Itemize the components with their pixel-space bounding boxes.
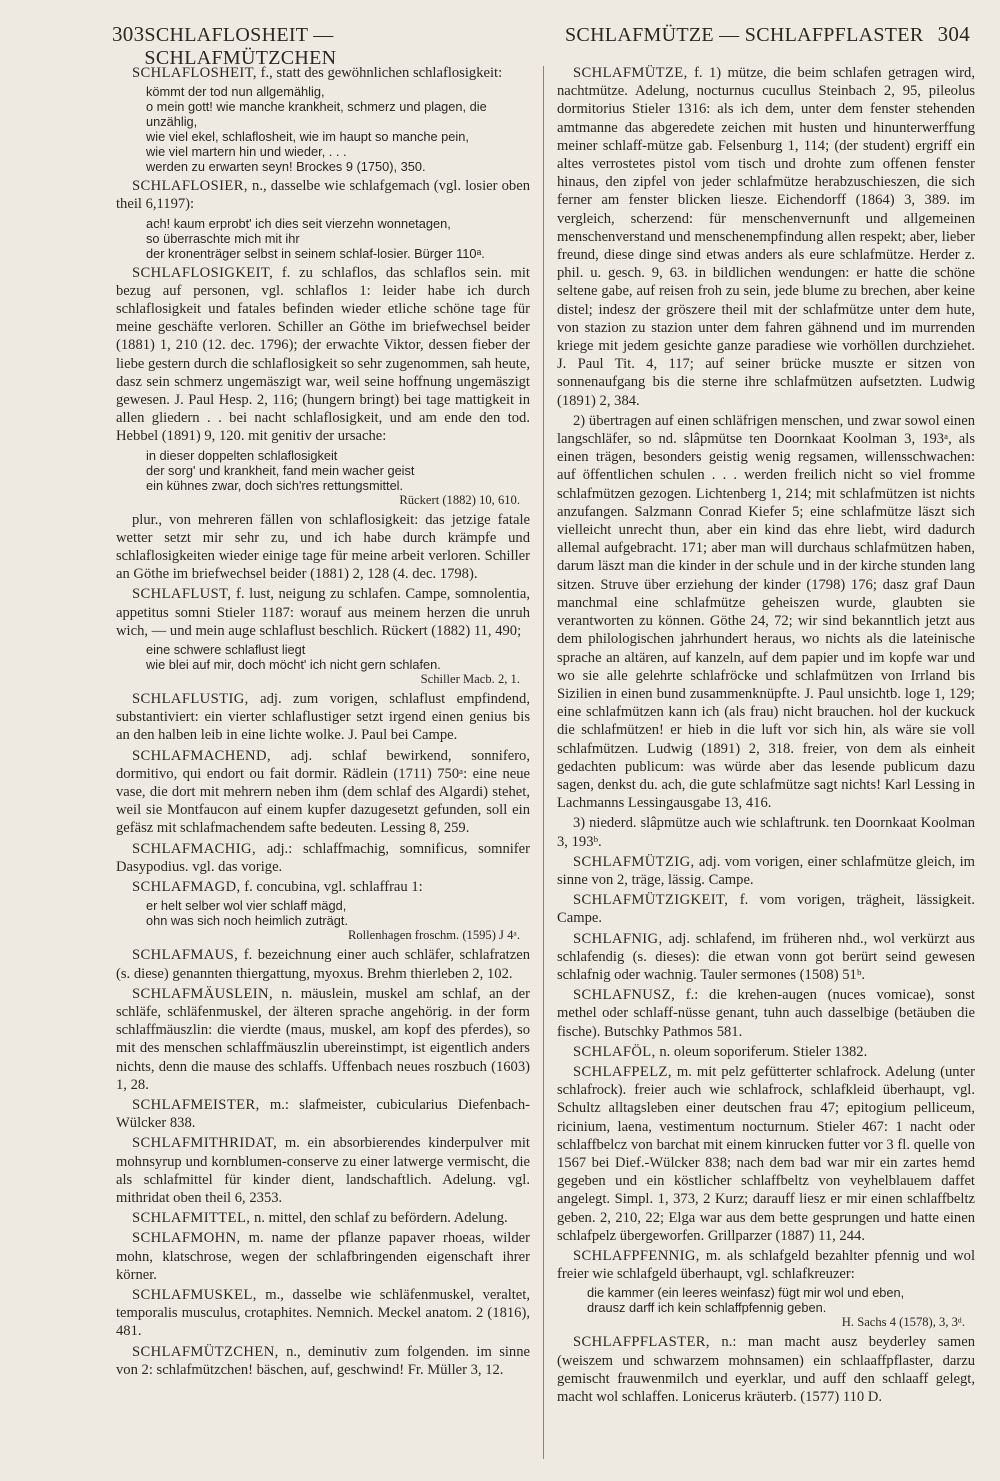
entry-text: f.: die krehen-augen (nuces vomicae), sonst methel oder schlaff-nüsse genant, tuhn auch dasselbige (betäuben die fische). Butschky Pathmos 581. [557, 987, 975, 1040]
entry-quotation [116, 448, 530, 508]
entry-paragraph [116, 1096, 530, 1132]
entry-headword: SCHLAFMITHRIDAT, [132, 1135, 278, 1152]
entry-headword: SCHLAFMUSKEL, [132, 1286, 257, 1303]
dictionary-entry [116, 747, 530, 838]
quotation-line: die kammer (ein leeres weinfasz) fügt mir wol und eben, [587, 1285, 905, 1301]
dictionary-entry [116, 177, 530, 260]
entry-headword: SCHLAFMACHEND, [132, 747, 271, 764]
entry-headword: SCHLAFPELZ, [573, 1063, 672, 1080]
entry-text: f. 1) mütze, die beim schlafen getragen wird, nachtmütze. Adelung, nocturnus cucullus Steinbach 2, 95, pileolus dormitorius Stieler 1316: als ich dem, unter dem fenster stehenden amtmanne das abgeredete zeichen mit husten und hinunterwerffung meiner schlaff-mütze gab. Felsenburg 1, 114; (der student) ergriff ein altes verrostetes pistol vom tisch und drohte zum offenen fenster hinaus, den zipfel von jeder schlafmütze herabzuschieszen, die sich ferner am fenster blicken liesze. Eichendorff (1864) 3, 389. im vergleich, scherzend: für menschenvernunft und allgemeinen menschenverstand und menschenempfindung allen respekt; aber, lieber freund, diese dinge sind etwas anders als eure schlafmütze. Herder z. phil. u. gesch. 9, 63. in bildlichen wendungen: er hatte die schöne seltene gabe, auf reisen froh zu sein, jede blume zu brechen, aber keine distel; indesz der gröszere theil mit der schlafmütze unter dem hute, von stazion zu stazion unter dem fahren gähnend und im murrenden kriege mit jedem gesichte ganze paradiese wie vorhöllen durchziehet. J. Paul Tit. 4, 117; auf seiner brücke muszte er sitzen von sonnenaufgang bis die sterne ihre schlafmützen aufsetzten. Ludwig (1891) 2, 384. [557, 65, 975, 409]
dictionary-entry [116, 690, 530, 745]
entry-paragraph [116, 878, 530, 896]
dictionary-entry [557, 1247, 975, 1330]
quotation-line: der sorg' und krankheit, fand mein wacher geist [146, 462, 415, 478]
entry-headword: SCHLAFLOSIGKEIT, [132, 264, 274, 281]
entry-quotation [116, 216, 530, 261]
entry-headword: SCHLAFMEISTER, [132, 1096, 260, 1113]
entry-headword: SCHLAFMÜTZIG, [573, 853, 695, 870]
entry-headword: SCHLAFPFENNIG, [573, 1248, 700, 1264]
quotation-line: eine schwere schlaflust liegt [146, 642, 306, 658]
entry-text: adj. vom vorigen, einer schlafmütze gleich, im sinne von 2, träge, lässig. Campe. [557, 853, 975, 888]
entry-text: m. ein absorbierendes kinderpulver mit mohnsyrup und kornblumen-conserve zu einer latwerge vermischt, die als schlafmittel für kinder dient, landschaftlich. Adelung. vgl. mithridat oben theil 6, 2353. [116, 1135, 530, 1206]
entry-paragraph [116, 690, 530, 745]
entry-paragraph [116, 1134, 530, 1207]
dictionary-entry [116, 1134, 530, 1207]
entry-paragraph [116, 177, 530, 213]
entry-headword: SCHLAFLUSTIG, [132, 691, 249, 708]
entry-headword: SCHLAFMÜTZE, [573, 65, 688, 81]
entry-paragraph [116, 840, 530, 876]
entry-text: n.: man macht ausz beyderley samen (weiszem und schwarzem mohnsamen) ein schlaaffpflaster, darzu gemischt frauwenmilch und eyerklar, und auff den schlaaff gelegt, macht wol schlaffen. Lonicerus kräuterb. (1577) 110 D. [557, 1334, 975, 1406]
dictionary-entry [557, 853, 975, 889]
dictionary-entry [557, 1043, 975, 1061]
dictionary-entry [116, 878, 530, 943]
entry-headword: SCHLAFNUSZ, [573, 987, 676, 1004]
entry-paragraph [557, 930, 975, 985]
entry-headword: SCHLAFMÄUSLEIN, [132, 985, 274, 1002]
entry-headword: SCHLAFLUST, [132, 586, 232, 603]
quotation-source: Schiller Macb. 2, 1. [420, 672, 520, 687]
dictionary-entry [116, 1343, 530, 1379]
quotation-line: unzählig, [146, 114, 198, 130]
entry-text: f. zu schlaflos, das schlaflos sein. mit bezug auf personen, vgl. schlaflos 1: leider habe ich durch schlaflosigkeit und fatales befinden wieder etliche schöne tage für meine geschäfte verloren. Schiller an Göthe im briefwechsel beider (1881) 1, 210 (12. dec. 1796); der erwachte Viktor, dessen fieber der liebe gestern durch die schlaflosigkeit so sehr zugenommen, sah heute, dasz sein schmerz ungemäszigt war, weil seine hoffnung ungemäszigt gewesen. J. Paul Hesp. 2, 116; (hungern bringt) bei tage mattigkeit in allen gliedern . . bei nacht schlaflosigkeit, und am ende den tod. Hebbel (1891) 9, 120. mit genitiv der ursache: [116, 264, 530, 445]
entry-text: f. vom vorigen, trägheit, lässigkeit. Campe. [557, 892, 975, 927]
dictionary-entry [557, 1063, 975, 1245]
entry-paragraph [557, 64, 975, 410]
right-running-head [565, 22, 970, 54]
quotation-line: wie viel ekel, schlaflosheit, wie im haupt so manche pein, [146, 129, 469, 145]
entry-headword: SCHLAFMAUS, [132, 947, 239, 964]
dictionary-entry [116, 585, 530, 687]
quotation-line: werden zu erwarten seyn! Brockes 9 (1750), 350. [146, 159, 426, 175]
right-running-title: SCHLAFMÜTZE — SCHLAFPFLASTER [565, 24, 924, 46]
entry-text: plur., von mehreren fällen von schlaflosigkeit: das jetzige fatale wetter setzt mir sehr zu, und ich habe durch krämpfe und schlaflosigkeiten wieder einige tage für meine arbeit verloren. Schiller an Göthe im briefwechsel beider (1881) 2, 128 (4. dec. 1798). [116, 511, 530, 583]
dictionary-entry [116, 1229, 530, 1284]
entry-text: f., statt des gewöhnlichen schlaflosigkeit: [260, 65, 503, 81]
entry-paragraph [557, 412, 975, 812]
quotation-line: ein kühnes zwar, doch sich'res rettungsmittel. [146, 477, 404, 493]
entry-text: n., dasselbe wie schlafgemach (vgl. losier oben theil 6,1197): [116, 178, 530, 213]
entry-paragraph [116, 946, 530, 982]
entry-headword: SCHLAFÖL, [573, 1043, 656, 1060]
entry-text: n. oleum soporiferum. Stieler 1382. [659, 1043, 868, 1060]
entry-text: f. concubina, vgl. schlaffrau 1: [244, 879, 423, 896]
entry-text: m. name der pflanze papaver rhoeas, wilder mohn, klatschrose, wegen der schlafbringenden eigenschaft ihrer körner. [116, 1230, 530, 1283]
entry-text: n., deminutiv zum folgenden. im sinne von 2: schlafmützchen! bäschen, auf, geschwind! Fr. Müller 3, 12. [116, 1343, 530, 1378]
right-column [557, 64, 975, 1463]
entry-text: adj. schlaf bewirkend, sonnifero, dormitivo, qui endort ou fait dormir. Rädlein (1711) 750ᵃ: eine neue vase, die dort mit mehrern neben ihm (dem schlaf des Algardi) stehet, weil sie Montfaucon auf einem kupfer dazugesetzt gefunden, soll ein gefäsz mit schlafmachendem safte bedeuten. Lessing 8, 259. [116, 747, 530, 837]
entry-text: 2) übertragen auf einen schläfrigen menschen, und zwar sowol einen langschläfer, so nd. slâpmütse ten Doornkaat Koolman 3, 193ᵃ, als einen trägen, besonders geistig wenig regsamen, willensschwachen: auf öffentlichen schulen . . . werden freilich nicht so viel fromme schlafmützen gezogen. Lichtenberg 1, 214; mit schlafmützen ist nichts anzufangen. Salzmann Conrad Kiefer 5; eine schlafmütze läszt sich vielleicht unrecht thun, aber ein kind das ehre liebt, wird dadurch allemal aufgebracht. 171; aber man will durchaus schlafmützen haben, darum läszt man die kinder in der schule und in der kirche stunden lang sitzen. Struve über erziehung der kinder (1798) 176; dasz graf Daun manchmal eine schlafmütze geheiszen wurde, glaubten sie verantworten zu können. Göthe 24, 72; wir sind bekanntlich jetzt aus dem philologischen jahrhundert heraus, wo nichts als die lateinische sprache an altären, auf kanzeln, auf dem papier und im kopfe war und wo sie alle gelehrte schlafröcke und schlafmützen von Irrland bis Sizilien in einen bund zusammenknüpfte. J. Paul unsichtb. loge 1, 129; eine schlafmützen kann ich (als frau) nicht brauchen. hol der kuckuck die schlafmützen! er hieb in die luft vor sich hin, als wäre sie voll schlafmützen. Ludwig (1891) 2, 318. freier, von dem als einheit gedachten publicum: was würde aber das lesende publicum dazu sagen, denkst du. ach, die gute schlafmütze sagt nichts! Karl Lessing in Lachmanns Lessingausgabe 13, 416. [557, 412, 975, 812]
quotation-line: wie blei auf mir, doch möcht' ich nicht gern schlafen. [146, 657, 441, 673]
quotation-source: H. Sachs 4 (1578), 3, 3ᵈ. [841, 1315, 965, 1330]
entry-text: adj. zum vorigen, schlaflust empfindend, substantiviert: ein vierter schlaflustiger setzt irgend einen genius bis an den halben leib in eine lichte wolke. J. Paul bei Campe. [116, 691, 530, 744]
entry-text: m.: slafmeister, cubicularius Diefenbach-Wülcker 838. [116, 1096, 530, 1132]
dictionary-entry [116, 840, 530, 876]
entry-headword: SCHLAFLOSHEIT, [132, 65, 257, 81]
entry-paragraph [116, 585, 530, 640]
quotation-line: der kronenträger selbst in seinem schlaf-losier. Bürger 110ᵃ. [146, 245, 485, 261]
entry-headword: SCHLAFNIG, [573, 930, 663, 947]
entry-paragraph [557, 1247, 975, 1283]
entry-paragraph [116, 64, 530, 82]
entry-quotation [116, 642, 530, 687]
entry-headword: SCHLAFMÜTZIGKEIT, [573, 892, 729, 909]
quotation-line: drausz darff ich kein schlaffpfennig geben. [587, 1300, 827, 1316]
entry-paragraph [116, 1343, 530, 1379]
entry-paragraph [116, 1209, 530, 1227]
dictionary-entry [557, 891, 975, 927]
entry-paragraph [557, 853, 975, 889]
entry-paragraph [116, 747, 530, 838]
dictionary-entry [116, 1286, 530, 1341]
entry-paragraph [557, 891, 975, 927]
entry-paragraph [116, 985, 530, 1094]
entry-headword: SCHLAFPFLASTER, [573, 1334, 710, 1351]
quotation-source: Rollenhagen froschm. (1595) J 4ᵃ. [347, 928, 520, 943]
entry-paragraph [557, 814, 975, 850]
dictionary-entry [116, 64, 530, 174]
dictionary-entry [116, 946, 530, 982]
dictionary-entry [557, 986, 975, 1041]
quotation-line: wie viel martern hin und wieder, . . . [146, 144, 347, 160]
entry-text: n. mäuslein, muskel am schlaf, an der schläfe, schläfenmuskel, der älteren sprache angehörig. in der form schlaffmäuszlin: die vierdte (maus, muskel, am kopf des pferdes), so mit des menschen schlaffmäuszlin ubereinstimpt, ist eigentlich anders nichts, denn die mause des schlaffs. Uffenbach neues roszbuch (1603) 1, 28. [116, 985, 530, 1093]
quotation-line: er helt selber wol vier schlaff mägd, [146, 898, 347, 914]
entry-text: m., dasselbe wie schläfenmuskel, veraltet, temporalis musculus, crotaphites. Nemnich. Meckel anatom. 2 (1816), 481. [116, 1286, 530, 1340]
dictionary-entry [116, 985, 530, 1094]
left-running-head [112, 22, 492, 69]
entry-paragraph [557, 1043, 975, 1061]
entry-quotation [557, 1285, 975, 1330]
entry-headword: SCHLAFLOSIER, [132, 178, 248, 195]
entry-text: adj.: schlaffmachig, somnificus, somnifer Dasypodius. vgl. das vorige. [116, 840, 530, 875]
right-page-number: 304 [937, 22, 970, 46]
quotation-line: ach! kaum erprobt' ich dies seit vierzehn wonnetagen, [146, 215, 451, 231]
quotation-line: so überraschte mich mit ihr [146, 230, 300, 246]
quotation-line: o mein gott! wie manche krankheit, schmerz und plagen, die [146, 99, 487, 115]
dictionary-entry [557, 412, 975, 812]
quotation-line: ohn was sich noch heimlich zuträgt. [146, 913, 349, 929]
column-divider [543, 66, 544, 1459]
entry-quotation [116, 84, 530, 174]
entry-paragraph [557, 986, 975, 1041]
dictionary-entry [557, 64, 975, 410]
dictionary-entry [557, 930, 975, 985]
left-column [116, 64, 530, 1463]
entry-text: f. bezeichnung einer auch schläfer, schlafratzen (s. diese) genannten thiergattung, myoxus. Brehm thierleben 2, 102. [116, 947, 530, 982]
quotation-line: kömmt der tod nun allgemählig, [146, 84, 325, 100]
dictionary-entry [116, 1209, 530, 1227]
entry-paragraph [116, 511, 530, 584]
left-running-title: SCHLAFLOSHEIT — SCHLAFMÜTZCHEN [144, 24, 337, 69]
dictionary-entry [116, 511, 530, 584]
entry-text: m. mit pelz gefütterter schlafrock. Adelung (unter schlafrock). freier auch wie schlafrock, schlafkleid überhaupt, vgl. Schultz alltagsleben einer deutschen frau 47; epitogium pelliceum, ricinium, laena, vestimentum nocturnum. Stieler 467: 1 nacht oder schlaffbelcz von barchat mit einem kinrucken futter vor 3 fl. quelle von 1567 bei Dief.-Wülcker 838; nach dem bad war mir ein zartes hemd gegeben und ein köstlicher schlaffbeltz von veyhelblauem daffet angelegt. Simpl. 1, 373, 2 Kurz; darauff liesz er mir einen schlaffbeltz geben. 2, 210, 22; Elga war aus dem bette gesprungen und hatte einen schlafpelz übergeworfen. Grillparzer (1887) 11, 244. [557, 1063, 975, 1244]
entry-headword: SCHLAFMAGD, [132, 879, 241, 896]
quotation-source: Rückert (1882) 10, 610. [399, 492, 520, 507]
entry-paragraph [557, 1063, 975, 1245]
entry-headword: SCHLAFMOHN, [132, 1230, 241, 1247]
entry-text: f. lust, neigung zu schlafen. Campe, somnolentia, appetitus somni Stieler 1187: worauf aus meinem herzen die unruh wich, — und mein auge schlaflust beschlich. Rückert (1882) 11, 490; [116, 586, 530, 639]
quotation-line: in dieser doppelten schlaflosigkeit [146, 447, 338, 463]
dictionary-entry [557, 814, 975, 850]
entry-quotation [116, 898, 530, 943]
entry-headword: SCHLAFMACHIG, [132, 840, 256, 857]
entry-paragraph [116, 264, 530, 446]
entry-text: adj. schlafend, im früheren nhd., wol verkürzt aus schlafendig (s. dieses): die etwan vonn got berürt seind gewesen schlafnig oder wachnig. Tauler sermones (1508) 51ᵇ. [557, 930, 975, 983]
entry-text: n. mittel, den schlaf zu befördern. Adelung. [253, 1210, 508, 1227]
entry-paragraph [116, 1229, 530, 1284]
entry-headword: SCHLAFMÜTZCHEN, [132, 1343, 279, 1360]
entry-text: m. als schlafgeld bezahlter pfennig und wol freier wie schlafgeld überhaupt, vgl. schlafkreuzer: [557, 1248, 975, 1283]
entry-text: 3) niederd. slâpmütze auch wie schlaftrunk. ten Doornkaat Koolman 3, 193ᵇ. [557, 815, 975, 850]
dictionary-entry [557, 1333, 975, 1406]
dictionary-entry [116, 1096, 530, 1132]
entry-headword: SCHLAFMITTEL, [132, 1210, 251, 1227]
left-page-number: 303 [112, 22, 145, 46]
entry-paragraph [557, 1333, 975, 1406]
dictionary-entry [116, 264, 530, 508]
entry-paragraph [116, 1286, 530, 1341]
